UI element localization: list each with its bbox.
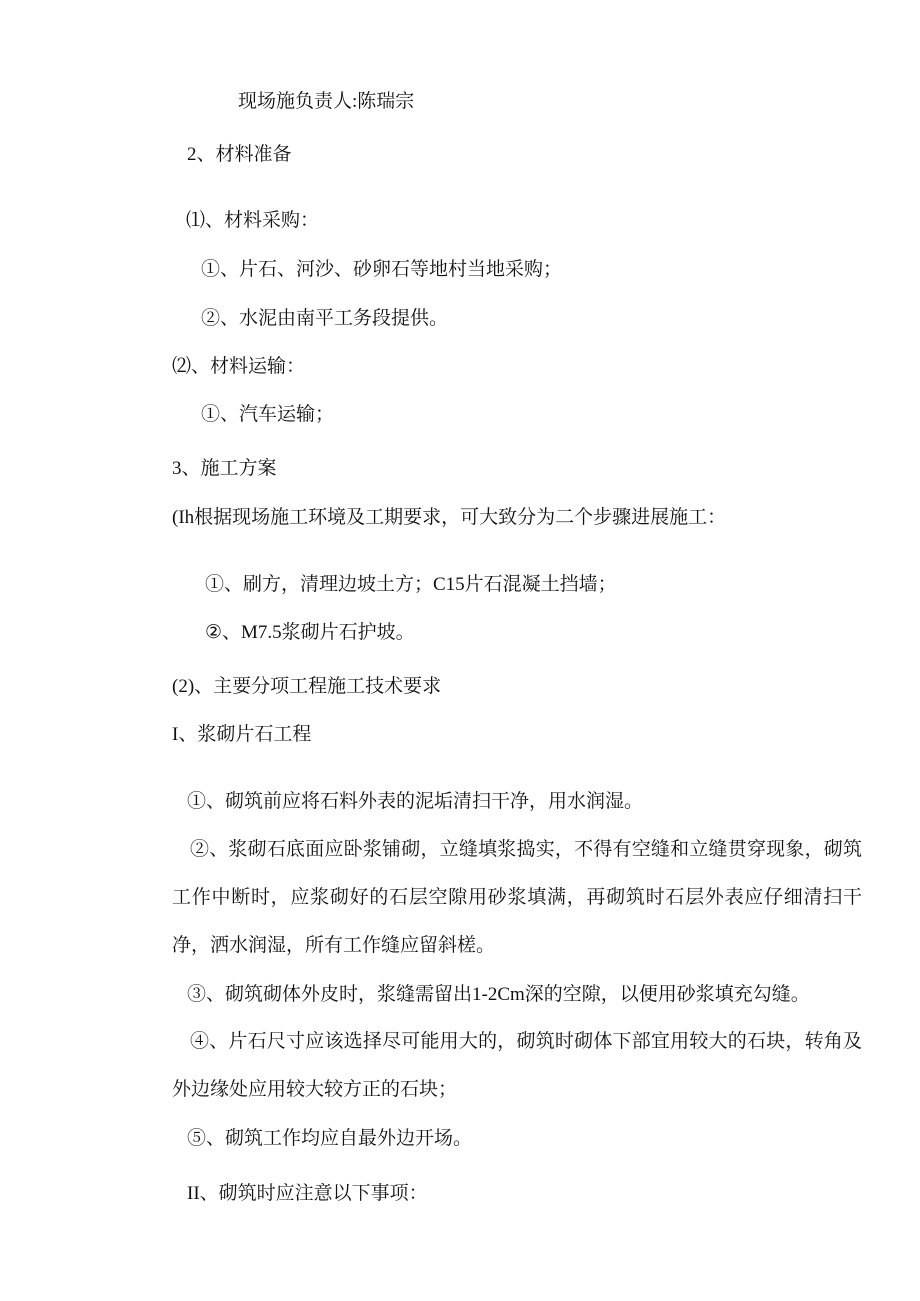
technical-requirements-heading: (2)、主要分项工程施工技术要求 — [172, 676, 442, 697]
section-3-heading: 3、施工方案 — [172, 458, 277, 479]
requirement-2: ②、浆砌石底面应卧浆铺砌，立缝填浆捣实，不得有空缝和立缝贯穿现象，砌筑工作中断时，应浆砌好的石层空隙用砂浆填满，再砌筑时石层外表应仔细清扫干净，洒水润湿，所有工作缝应留斜槎。 — [172, 839, 862, 956]
construction-step-1: ①、刷方，清理边坡土方；C15片石混凝土挡墙； — [205, 574, 617, 595]
requirement-3: ③、砌筑砌体外皮时，浆缝需留出1-2Cm深的空隙，以便用砂浆填充勾缝。 — [187, 984, 810, 1005]
construction-steps-intro: (Ih根据现场施工环境及工期要求，可大致分为二个步骤进展施工： — [172, 507, 727, 528]
construction-step-2: ②、M7.5浆砌片石护坡。 — [205, 622, 415, 643]
procurement-item-1: ①、片石、河沙、砂卵石等地村当地采购； — [201, 259, 563, 280]
part-1-heading: I、浆砌片石工程 — [172, 724, 312, 745]
part-2-heading: II、砌筑时应注意以下事项： — [187, 1183, 428, 1204]
requirement-4: ④、片石尺寸应该选择尽可能用大的，砌筑时砌体下部宜用较大的石块，转角及外边缘处应用较大较方正的石块； — [172, 1031, 862, 1100]
requirement-1: ①、砌筑前应将石料外表的泥垢清扫干净，用水润湿。 — [187, 791, 644, 812]
subsection-2-heading: ⑵、材料运输： — [172, 356, 306, 377]
subsection-1-heading: ⑴、材料采购： — [186, 210, 320, 231]
section-2-heading: 2、材料准备 — [187, 144, 292, 165]
requirement-5: ⑤、砌筑工作均应自最外边开场。 — [187, 1128, 473, 1149]
transport-item-1: ①、汽车运输； — [201, 404, 335, 425]
site-leader-line: 现场施负责人:陈瑞宗 — [238, 91, 415, 112]
procurement-item-2: ②、水泥由南平工务段提供。 — [201, 308, 449, 329]
